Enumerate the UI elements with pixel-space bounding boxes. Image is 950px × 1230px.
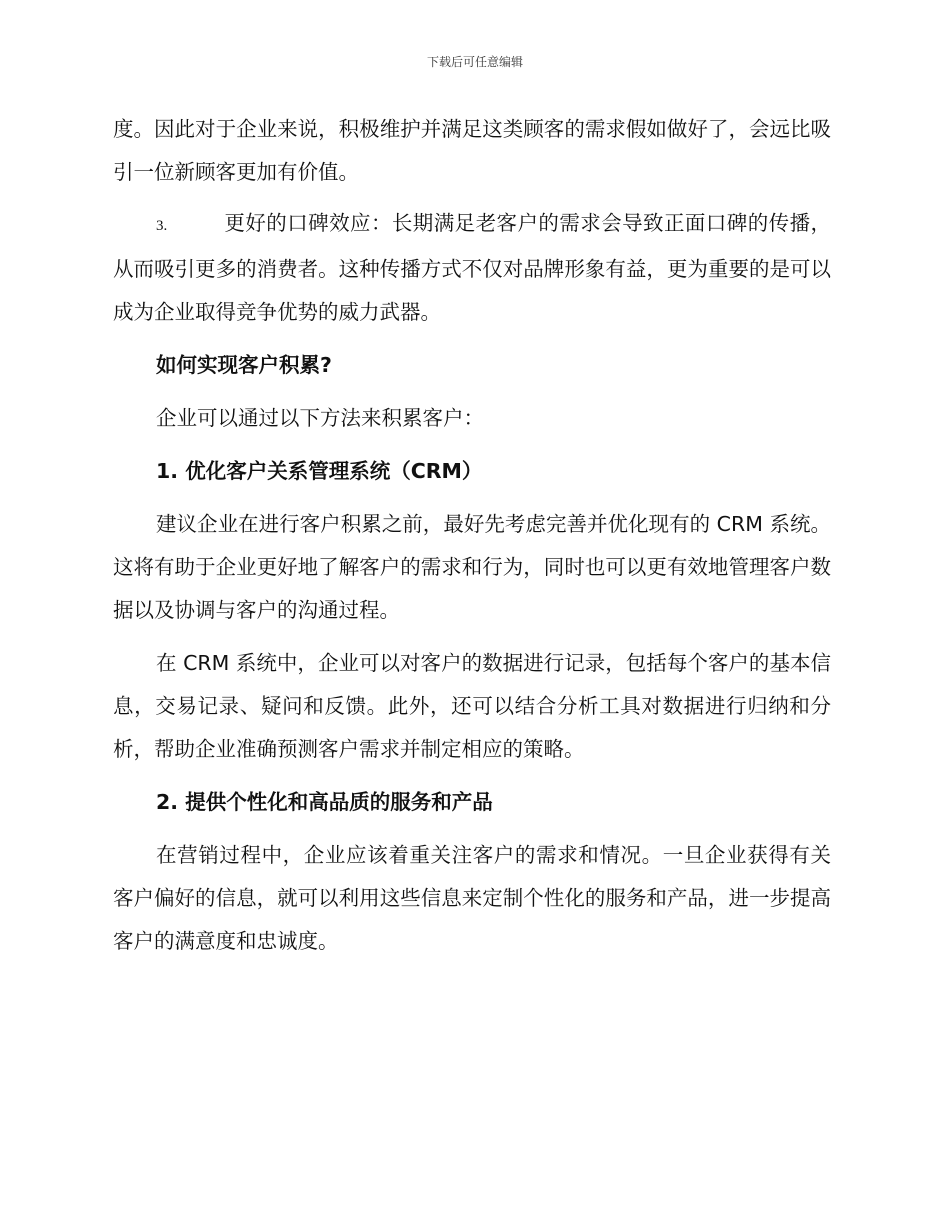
paragraph-service: 在营销过程中，企业应该着重关注客户的需求和情况。一旦企业获得有关客户偏好的信息，就可以利用这些信息来定制个性化的服务和产品，进一步提高客户的满意度和忠诚度。	[113, 843, 831, 953]
subheading-crm: 1. 优化客户关系管理系统（CRM）	[156, 459, 483, 483]
paragraph-crm-2: 在 CRM 系统中，企业可以对客户的数据进行记录，包括每个客户的基本信息，交易记录、疑问和反馈。此外，还可以结合分析工具对数据进行归纳和分析，帮助企业准确预测客户需求并制定相应的策略。	[113, 651, 831, 761]
document-body	[113, 108, 831, 973]
intro-paragraph: 企业可以通过以下方法来积累客户：	[156, 406, 484, 430]
list-item-3	[113, 202, 831, 334]
paragraph-crm-1: 建议企业在进行客户积累之前，最好先考虑完善并优化现有的 CRM 系统。这将有助于企业更好地了解客户的需求和行为，同时也可以更有效地管理客户数据以及协调与客户的沟通过程。	[113, 512, 831, 622]
page-header: 下载后可任意编辑	[426, 55, 523, 69]
list-number: 3.	[156, 218, 168, 234]
subheading-service: 2. 提供个性化和高品质的服务和产品	[156, 790, 493, 814]
paragraph-continued: 度。因此对于企业来说，积极维护并满足这类顾客的需求假如做好了，会远比吸引一位新顾客更加有价值。	[113, 117, 831, 184]
section-heading-how-to: 如何实现客户积累?	[156, 353, 332, 377]
list-item-text: 更好的口碑效应：长期满足老客户的需求会导致正面口碑的传播，从而吸引更多的消费者。这种传播方式不仅对品牌形象有益，更为重要的是可以成为企业取得竞争优势的威力武器。	[113, 211, 831, 324]
